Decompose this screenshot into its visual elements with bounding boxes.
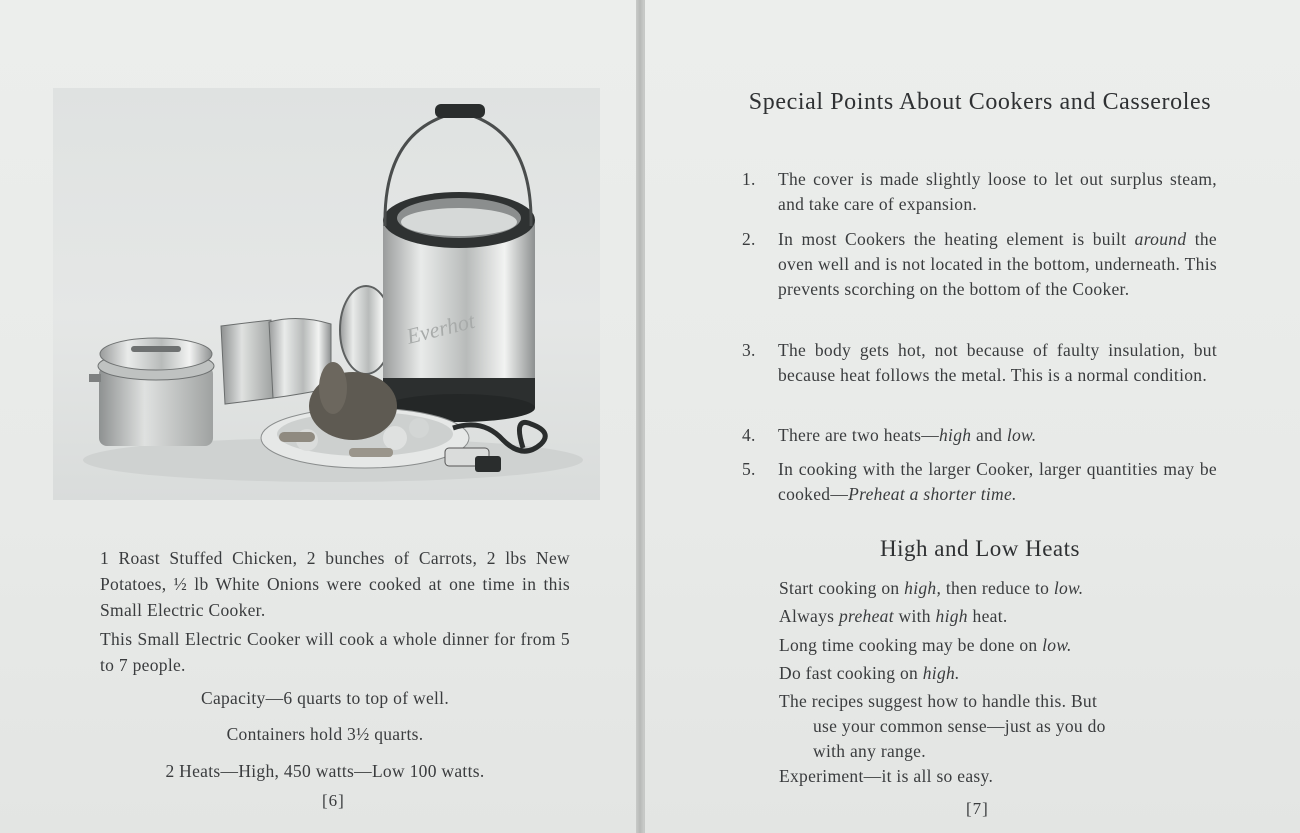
point-4 xyxy=(742,423,1217,448)
point-text: The body gets hot, not because of faulty insulation, but because heat follows the metal. This is a normal condition. xyxy=(778,340,1217,385)
capacity-spec: Capacity—6 quarts to top of well. xyxy=(200,688,450,708)
tip-start-high: Start cooking on high, then reduce to low. xyxy=(779,578,1084,598)
point-number: 5. xyxy=(742,459,756,479)
heats-spec: 2 Heats—High, 450 watts—Low 100 watts. xyxy=(165,761,485,781)
point-text: In most Cookers the heating element is built around the oven well and is not located in the bottom, underneath. This prevents scorching on the bottom of the Cooker. xyxy=(778,229,1217,299)
tip-preheat: Always preheat with high heat. xyxy=(779,606,1008,626)
tip-experiment: Experiment—it is all so easy. xyxy=(779,766,994,786)
point-number: 1. xyxy=(742,169,756,189)
tip-fast-cooking: Do fast cooking on high. xyxy=(779,663,960,683)
heats-subtitle: High and Low Heats xyxy=(880,536,1080,561)
point-text: The cover is made slightly loose to let out surplus steam, and take care of expansion. xyxy=(778,169,1217,214)
left-page xyxy=(0,0,637,833)
book-gutter xyxy=(636,0,644,833)
point-number: 4. xyxy=(742,425,756,445)
cooker-description: This Small Electric Cooker will cook a whole dinner for from 5 to 7 people. xyxy=(100,629,570,675)
photo-caption: 1 Roast Stuffed Chicken, 2 bunches of Carrots, 2 lbs New Potatoes, ½ lb White Onions were cooked at one time in this Small Electric Cooker. xyxy=(100,548,570,620)
containers-spec: Containers hold 3½ quarts. xyxy=(226,724,424,744)
point-text: There are two heats—high and low. xyxy=(778,425,1037,445)
section-title: Special Points About Cookers and Casseroles xyxy=(748,89,1212,115)
cooker-illustration xyxy=(53,88,600,500)
tip-recipes-line-2: use your common sense—just as you do xyxy=(813,716,1106,736)
point-text: In cooking with the larger Cooker, larger quantities may be cooked—Preheat a shorter time. xyxy=(778,459,1217,504)
tip-recipes-line-1: The recipes suggest how to handle this. But xyxy=(779,691,1098,711)
page-number-right: [7] xyxy=(966,799,989,818)
cooker-photo xyxy=(53,88,600,500)
page-number-left: [6] xyxy=(322,791,345,810)
cooker-brand-lettering: Everhot xyxy=(403,307,478,349)
point-5 xyxy=(742,457,1217,507)
tip-recipes-line-3: with any range. xyxy=(813,741,926,761)
point-2 xyxy=(742,227,1217,302)
point-3 xyxy=(742,338,1217,388)
tip-long-time: Long time cooking may be done on low. xyxy=(779,635,1072,655)
point-1 xyxy=(742,167,1217,217)
tip-recipes xyxy=(779,689,1219,764)
point-number: 2. xyxy=(742,229,756,249)
point-number: 3. xyxy=(742,340,756,360)
